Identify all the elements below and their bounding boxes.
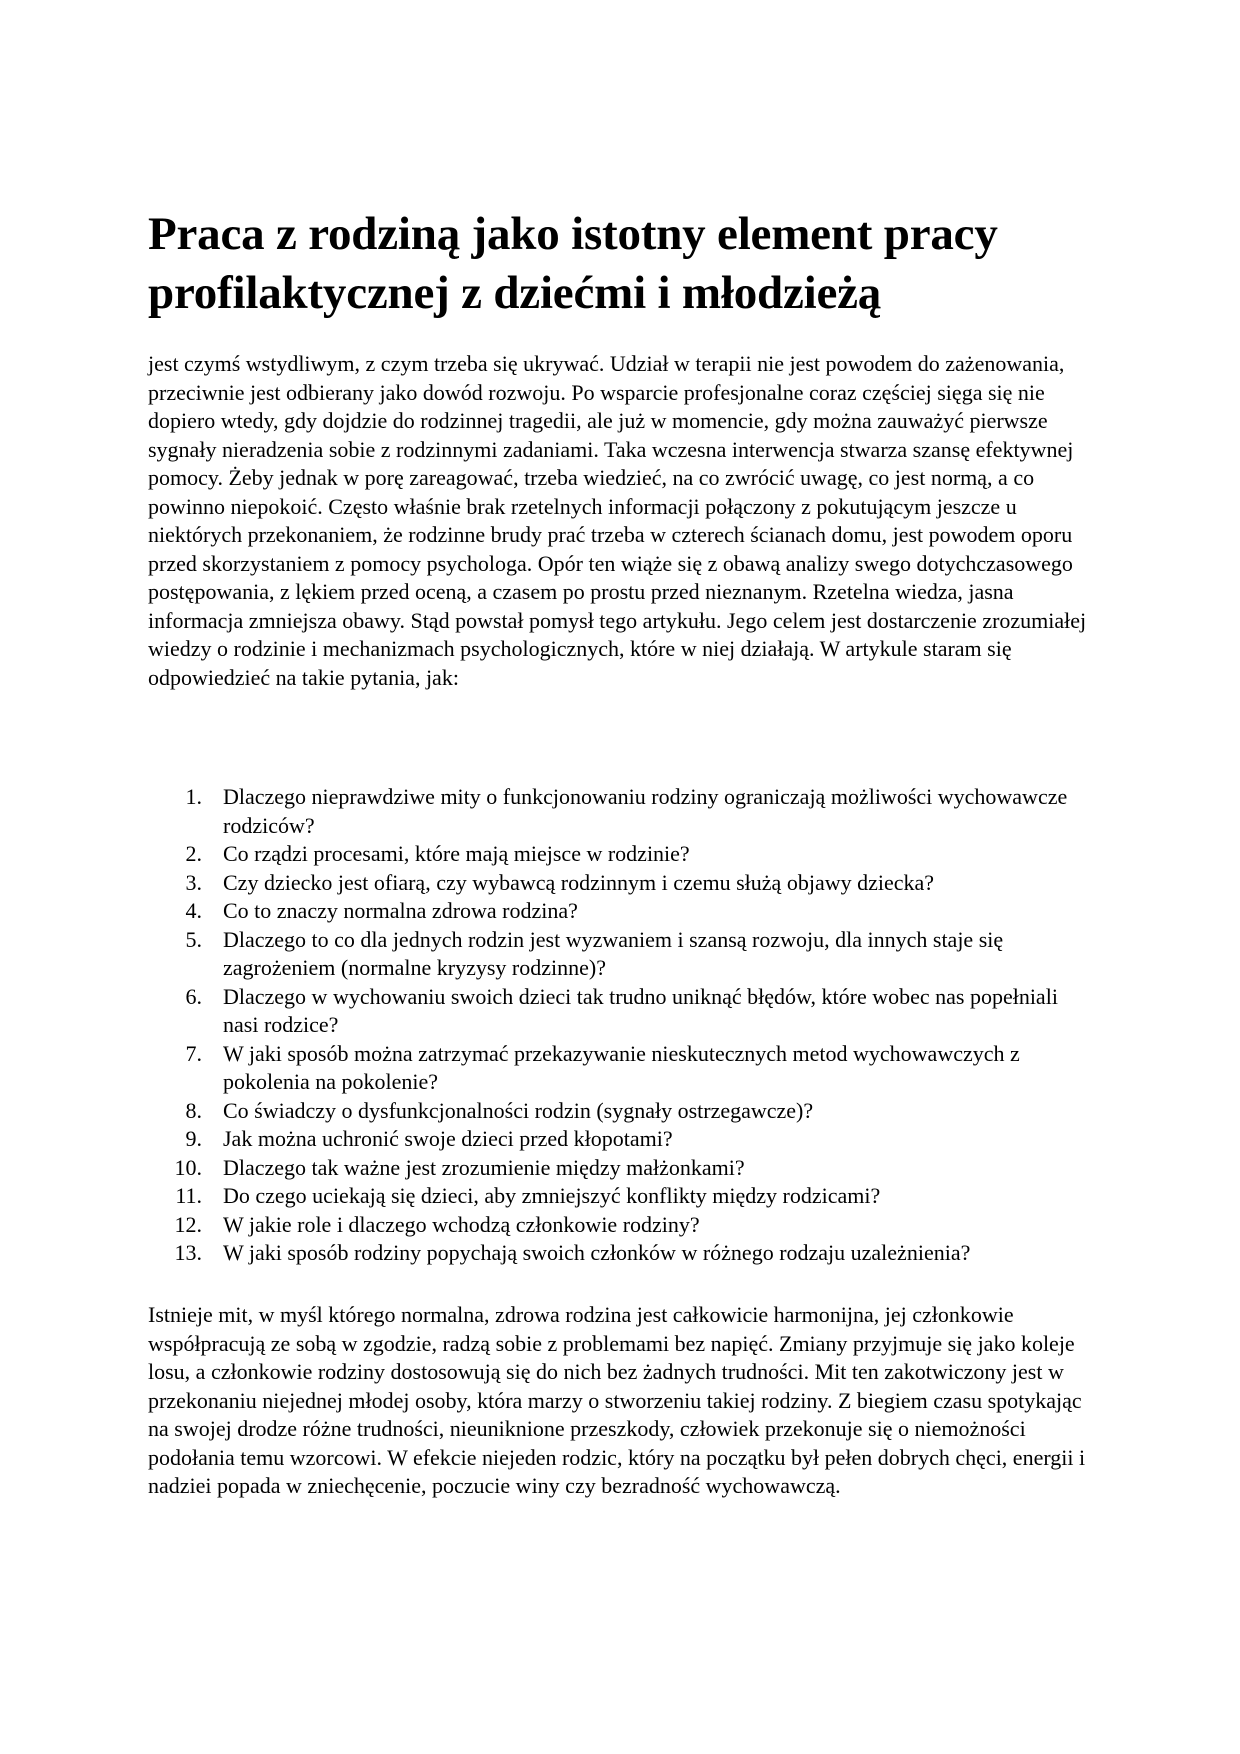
list-item-text: Do czego uciekają się dzieci, aby zmniejszyć konflikty między rodzicami? [223,1183,881,1208]
document-title: Praca z rodziną jako istotny element pracy profilaktycznej z dziećmi i młodzieżą [148,208,998,319]
list-item-number: 1. [185,784,202,809]
list-item-number: 2. [185,841,202,866]
list-item-number: 10. [174,1154,202,1180]
list-item [148,1239,1096,1268]
list-item [148,1211,1096,1240]
question-list [148,783,1096,1268]
list-item-text: Dlaczego w wychowaniu swoich dzieci tak trudno uniknąć błędów, które wobec nas popełniali nasi rodzice? [223,983,1058,1037]
list-item-text: Co to znaczy normalna zdrowa rodzina? [223,898,578,923]
list-item-number: 3. [185,869,202,895]
list-item [148,1125,1096,1154]
closing-paragraph: Istnieje mit, w myśl którego normalna, zdrowa rodzina jest całkowicie harmonijna, jej członkowie współpracują ze sobą w zgodzie, radzą sobie z problemami bez napięć. Zmiany przyjmuje się jako koleje losu, a członkowie rodziny dostosowują się do nich bez żadnych trudności. Mit ten zakotwiczony jest w przekonaniu niejednej młodej osoby, która marzy o stworzeniu takiej rodziny. Z biegiem czasu spotykając na swojej drodze różne trudności, nieuniknione przeszkody, człowiek przekonuje się o niemożności podołania temu wzorcowi. W efekcie niejeden rodzic, który na początku był pełen dobrych chęci, energii i nadziei popada w zniechęcenie, poczucie winy czy bezradność wychowawczą. [148,1302,1086,1498]
list-item-number: 4. [185,898,202,923]
list-item-number: 6. [185,983,202,1009]
list-item-number: 9. [185,1126,202,1151]
list-item-number: 7. [185,1040,202,1066]
list-item [148,840,1096,869]
list-item-text: Jak można uchronić swoje dzieci przed kłopotami? [223,1126,673,1151]
list-item-number: 12. [174,1211,202,1237]
list-item-number: 5. [185,926,202,952]
intro-paragraph: jest czymś wstydliwym, z czym trzeba się ukrywać. Udział w terapii nie jest powodem do zażenowania, przeciwnie jest odbierany jako dowód rozwoju. Po wsparcie profesjonalne coraz częściej sięga się nie dopiero wtedy, gdy dojdzie do rodzinnej tragedii, ale już w momencie, gdy można zauważyć pierwsze sygnały nieradzenia sobie z rodzinnymi zadaniami. Taka wczesna interwencja stwarza szansę efektywnej pomocy. Żeby jednak w porę zareagować, trzeba wiedzieć, na co zwrócić uwagę, co jest normą, a co powinno niepokoić. Często właśnie brak rzetelnych informacji połączony z pokutującym jeszcze u niektórych przekonaniem, że rodzinne brudy prać trzeba w czterech ścianach domu, jest powodem oporu przed skorzystaniem z pomocy psychologa. Opór ten wiąże się z obawą analizy swego dotychczasowego postępowania, z lękiem przed oceną, a czasem po prostu przed nieznanym. Rzetelna wiedza, jasna informacja zmniejsza obawy. Stąd powstał pomysł tego artykułu. Jego celem jest dostarczenie zrozumiałej wiedzy o rodzinie i mechanizmach psychologicznych, które w niej działają. W artykule staram się odpowiedzieć na takie pytania, jak: [148,351,1087,690]
list-item-text: W jakie role i dlaczego wchodzą członkowie rodziny? [223,1211,700,1237]
list-item [148,1097,1096,1126]
list-item [148,983,1096,1040]
list-item [148,897,1096,926]
list-item-number: 8. [185,1097,202,1123]
list-item [148,869,1096,898]
list-item-text: Co rządzi procesami, które mają miejsce w rodzinie? [223,841,690,866]
list-item-text: Czy dziecko jest ofiarą, czy wybawcą rodzinnym i czemu służą objawy dziecka? [223,869,935,895]
list-item [148,926,1096,983]
list-item-text: Dlaczego to co dla jednych rodzin jest wyzwaniem i szansą rozwoju, dla innych staje się zagrożeniem (normalne kryzysy rodzinne)? [223,926,1004,980]
list-item [148,1154,1096,1183]
list-item-text: W jaki sposób rodziny popychają swoich członków w różnego rodzaju uzależnienia? [223,1240,971,1265]
list-item [148,1040,1096,1097]
list-item-text: Dlaczego nieprawdziwe mity o funkcjonowaniu rodziny ograniczają możliwości wychowawcze rodziców? [223,784,1068,838]
list-item-text: Co świadczy o dysfunkcjonalności rodzin (sygnały ostrzegawcze)? [223,1097,814,1123]
list-item-number: 11. [175,1183,202,1208]
list-item-number: 13. [174,1240,202,1265]
list-item-text: W jaki sposób można zatrzymać przekazywanie nieskutecznych metod wychowawczych z pokolenia na pokolenie? [223,1040,1020,1094]
list-item [148,1182,1096,1211]
list-item [148,783,1096,840]
list-item-text: Dlaczego tak ważne jest zrozumienie między małżonkami? [223,1154,745,1180]
